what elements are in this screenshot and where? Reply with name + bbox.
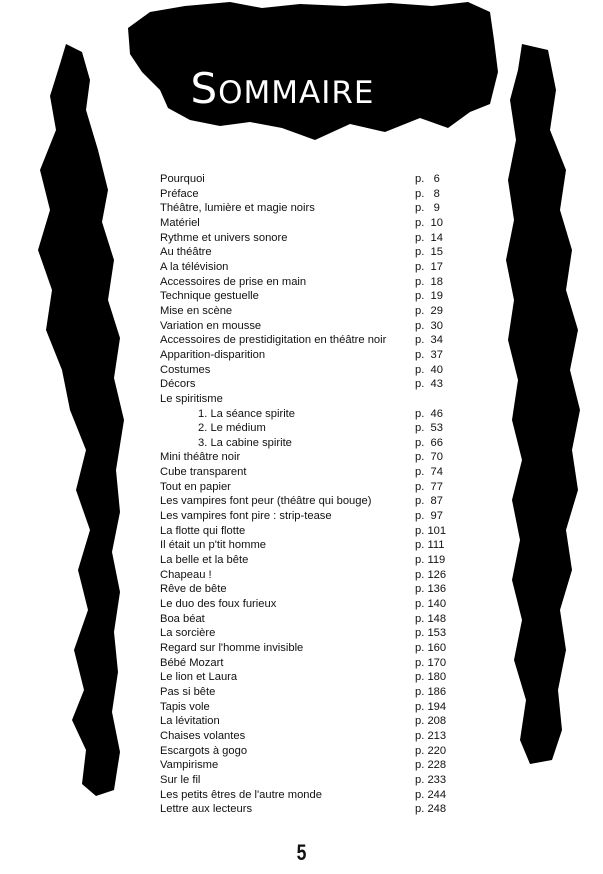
toc-entry-page: p. 140 xyxy=(415,598,447,611)
title-initial: S xyxy=(190,64,219,113)
toc-entry xyxy=(160,450,460,465)
toc-entry-title: Pas si bête xyxy=(160,685,216,698)
toc-entry xyxy=(160,319,460,334)
title-rest: OMMAIRE xyxy=(218,75,375,111)
toc-entry-title: Accessoires de prise en main xyxy=(160,275,307,288)
toc-entry-title: Au théâtre xyxy=(160,246,212,259)
toc-entry xyxy=(160,187,460,202)
toc-entry xyxy=(160,407,460,422)
toc-entry-page: p. 160 xyxy=(415,642,447,654)
toc-entry xyxy=(160,714,460,729)
toc-entry-page: p. 233 xyxy=(415,773,447,786)
toc-entry xyxy=(160,700,460,715)
toc-entry-title: Rêve de bête xyxy=(160,583,227,596)
toc-entry-title: Cube transparent xyxy=(160,466,247,479)
toc-entry-title: Apparition-disparition xyxy=(160,348,266,361)
toc-entry-title: Mise en scène xyxy=(160,304,233,317)
toc-entry-page: p. 148 xyxy=(415,612,447,625)
toc-entry xyxy=(160,348,460,363)
toc-entry-title: Le spiritisme xyxy=(160,392,223,405)
toc-entry-page: p. 126 xyxy=(415,568,447,581)
toc-entry xyxy=(160,392,460,407)
toc-entry xyxy=(160,304,460,319)
toc-entry-page: p. 194 xyxy=(415,700,447,713)
toc-entry-page: p. 9 xyxy=(415,202,440,215)
toc-entry-page: p. 40 xyxy=(415,363,443,376)
toc-entry xyxy=(160,377,460,392)
toc-entry xyxy=(160,363,460,378)
toc-entry-page: p. 18 xyxy=(415,275,443,288)
toc-entry-title: Chaises volantes xyxy=(160,729,246,742)
toc-entry xyxy=(160,201,460,216)
toc-entry-title: Tout en papier xyxy=(160,480,231,493)
toc-entry xyxy=(160,773,460,788)
toc-entry-title: Matériel xyxy=(160,216,200,229)
table-of-contents xyxy=(160,172,460,817)
toc-entry xyxy=(160,524,460,539)
toc-entry-page: p. 77 xyxy=(415,480,443,493)
toc-entry-title: Les petits êtres de l'autre monde xyxy=(160,788,322,801)
toc-entry-page: p. 208 xyxy=(415,715,447,728)
toc-entry-title: Le lion et Laura xyxy=(160,671,238,684)
toc-entry-title: A la télévision xyxy=(160,260,229,273)
toc-entry-title: La flotte qui flotte xyxy=(160,524,246,537)
page-title xyxy=(0,64,565,113)
toc-entry-page: p. 87 xyxy=(415,495,443,508)
toc-entry-page: p. 136 xyxy=(415,583,447,596)
toc-entry-title: Théâtre, lumière et magie noirs xyxy=(160,202,315,215)
toc-entry-title: Vampirisme xyxy=(160,759,219,772)
toc-entry-page: p. 220 xyxy=(415,744,447,757)
toc-entry-page: p. 8 xyxy=(415,187,440,200)
toc-entry-title: Costumes xyxy=(160,363,211,376)
toc-entry xyxy=(160,553,460,568)
toc-entry-title: 2. Le médium xyxy=(198,422,266,435)
toc-entry xyxy=(160,436,460,451)
toc-entry xyxy=(160,289,460,304)
toc-entry-title: Boa béat xyxy=(160,612,205,625)
toc-entry-page: p. 43 xyxy=(415,378,443,391)
toc-entry xyxy=(160,612,460,627)
toc-entry-page: p. 180 xyxy=(415,671,447,684)
toc-entry xyxy=(160,670,460,685)
toc-entry-page: p. 6 xyxy=(415,173,440,185)
left-torn-strip xyxy=(38,44,124,796)
toc-entry-title: Le duo des foux furieux xyxy=(160,598,277,611)
toc-entry-page: p. 17 xyxy=(415,260,443,273)
toc-entry xyxy=(160,582,460,597)
toc-entry-title: Les vampires font peur (théâtre qui bouge) xyxy=(160,495,372,508)
toc-entry-title: Variation en mousse xyxy=(160,319,262,332)
toc-entry-title: Tapis vole xyxy=(160,700,210,713)
toc-entry xyxy=(160,260,460,275)
toc-entry-title: La lévitation xyxy=(160,715,220,728)
toc-entry-page: p. 228 xyxy=(415,759,447,772)
toc-entry-page: p. 213 xyxy=(415,729,447,742)
toc-entry xyxy=(160,216,460,231)
toc-entry xyxy=(160,231,460,246)
toc-entry-title: Rythme et univers sonore xyxy=(160,231,288,244)
toc-entry xyxy=(160,656,460,671)
toc-entry-title: Bébé Mozart xyxy=(160,656,224,669)
toc-entry xyxy=(160,538,460,553)
toc-entry-page: p. 244 xyxy=(415,788,447,801)
toc-entry-page: p. 70 xyxy=(415,451,443,464)
toc-entry xyxy=(160,421,460,436)
toc-entry xyxy=(160,626,460,641)
toc-entry xyxy=(160,802,460,817)
toc-entry-page: p. 46 xyxy=(415,407,443,420)
toc-entry-title: Les vampires font pire : strip-tease xyxy=(160,510,332,523)
toc-entry xyxy=(160,465,460,480)
toc-entry xyxy=(160,758,460,773)
toc-entry-title: Préface xyxy=(160,187,199,200)
toc-entry-title: Chapeau ! xyxy=(160,568,212,581)
right-torn-strip xyxy=(506,44,580,764)
toc-entry-page: p. 10 xyxy=(415,216,443,229)
toc-entry-title: La belle et la bête xyxy=(160,554,249,567)
toc-entry-page: p. 19 xyxy=(415,290,443,303)
toc-entry xyxy=(160,172,460,187)
toc-entry-page: p. 15 xyxy=(415,246,443,259)
toc-entry-page: p. 66 xyxy=(415,436,443,449)
toc-entry xyxy=(160,480,460,495)
toc-entry-title: Il était un p'tit homme xyxy=(160,539,266,552)
toc-entry-page: p. 29 xyxy=(415,304,443,317)
toc-entry xyxy=(160,509,460,524)
toc-entry xyxy=(160,275,460,290)
toc-entry xyxy=(160,788,460,803)
toc-entry-title: Technique gestuelle xyxy=(160,290,259,303)
toc-entry-title: 1. La séance spirite xyxy=(198,407,296,420)
toc-entry-title: Sur le fil xyxy=(160,773,201,786)
toc-entry-page: p. 37 xyxy=(415,348,443,361)
toc-entry-page: p. 101 xyxy=(415,524,447,537)
toc-entry-page: p. 248 xyxy=(415,803,447,816)
toc-entry-page: p. 170 xyxy=(415,656,447,669)
toc-entry-page: p. 186 xyxy=(415,685,447,698)
toc-entry xyxy=(160,333,460,348)
toc-entry-page: p. 53 xyxy=(415,422,443,435)
toc-entry-title: 3. La cabine spirite xyxy=(198,436,292,449)
toc-entry xyxy=(160,597,460,612)
toc-entry-title: Décors xyxy=(160,378,196,391)
toc-entry-title: Regard sur l'homme invisible xyxy=(160,642,304,654)
toc-entry-title: Pourquoi xyxy=(160,173,205,185)
toc-entry xyxy=(160,744,460,759)
toc-entry-page: p. 111 xyxy=(415,539,445,552)
toc-entry-title: Accessoires de prestidigitation en théâtre noir xyxy=(160,334,387,347)
toc-entry xyxy=(160,729,460,744)
toc-entry-page: p. 34 xyxy=(415,334,443,347)
toc-entry xyxy=(160,641,460,656)
toc-entry xyxy=(160,494,460,509)
toc-entry-title: La sorcière xyxy=(160,627,216,640)
page-number: 5 xyxy=(296,840,307,865)
toc-entry-title: Mini théâtre noir xyxy=(160,451,241,464)
toc-entry-title: Lettre aux lecteurs xyxy=(160,803,253,816)
toc-entry xyxy=(160,245,460,260)
toc-entry-page: p. 74 xyxy=(415,466,443,479)
toc-entry-page: p. 14 xyxy=(415,231,443,244)
toc-entry-page: p. 153 xyxy=(415,627,447,640)
toc-entry-page: p. 30 xyxy=(415,319,443,332)
toc-entry-page: p. 97 xyxy=(415,510,443,523)
toc-entry xyxy=(160,685,460,700)
toc-entry xyxy=(160,568,460,583)
toc-entry-page: p. 119 xyxy=(415,554,446,567)
toc-entry-title: Escargots à gogo xyxy=(160,744,248,757)
